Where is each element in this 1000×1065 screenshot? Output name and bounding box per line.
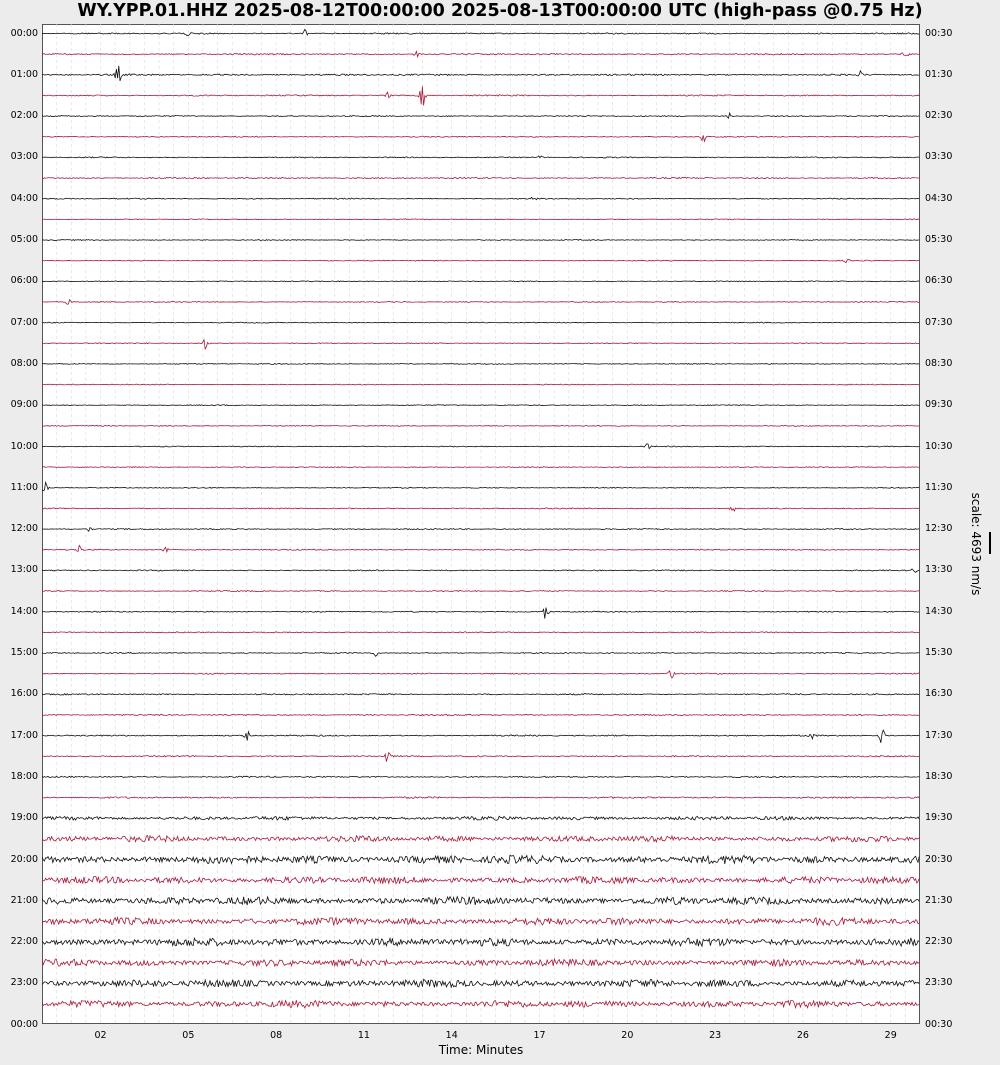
seismogram-traces [42,24,920,1024]
trace-19 [42,425,919,426]
left-time-label: 17:00 [10,729,38,741]
left-time-label: 01:00 [10,68,38,80]
left-time-label: 15:00 [10,647,38,658]
x-tick-label: 20 [621,1030,634,1041]
right-time-label: 03:30 [925,151,953,163]
trace-47 [42,1000,919,1008]
left-time-label: 16:00 [10,688,38,700]
left-time-label: 21:00 [10,894,38,906]
trace-18 [42,405,919,406]
trace-16 [42,363,919,364]
left-time-label: 14:00 [10,605,38,617]
right-time-label: 00:30 [925,1018,953,1030]
x-axis-label: Time: Minutes [438,1043,524,1057]
left-time-label: 02:00 [10,110,38,122]
right-time-label: 11:30 [925,481,953,493]
left-time-label: 12:00 [10,523,38,535]
right-time-label: 20:30 [925,853,953,865]
right-time-label: 14:30 [925,605,953,617]
trace-27 [42,590,919,591]
trace-32 [42,694,919,695]
right-time-label: 06:30 [925,275,953,287]
trace-17 [42,384,919,385]
left-time-label: 11:00 [10,481,38,493]
right-time-label: 07:30 [925,316,953,328]
right-time-label: 19:30 [925,812,953,824]
right-time-label: 22:30 [925,936,953,948]
trace-40 [42,855,919,864]
right-time-label: 16:30 [925,688,953,700]
x-tick-label: 29 [884,1030,897,1041]
x-tick-label: 14 [445,1030,458,1041]
chart-title: WY.YPP.01.HHZ 2025-08-12T00:00:00 2025-08-13T00:00:00 UTC (high-pass @0.75 Hz) [77,1,923,21]
right-time-label: 04:30 [925,192,953,204]
right-time-label: 18:30 [925,770,953,782]
left-time-label: 22:00 [10,936,38,948]
x-tick-label: 02 [94,1030,107,1041]
trace-12 [42,281,919,282]
left-time-label: 07:00 [10,316,38,328]
right-time-label: 23:30 [925,977,953,989]
right-time-label: 01:30 [925,68,953,80]
left-time-label: 04:00 [10,192,38,204]
left-time-label: 13:00 [10,564,38,576]
trace-21 [42,467,919,468]
left-time-label: 05:00 [10,234,38,245]
left-time-label: 10:00 [10,440,38,452]
left-time-label: 23:00 [10,977,38,989]
right-time-label: 15:30 [925,647,953,658]
left-time-label: 08:00 [10,357,38,369]
left-time-label: 00:00 [10,27,38,39]
left-time-label: 19:00 [10,812,38,824]
right-time-label: 13:30 [925,564,953,576]
trace-14 [42,322,919,323]
trace-7 [42,177,919,178]
right-time-label: 17:30 [925,729,953,741]
right-time-label: 21:30 [925,894,953,906]
x-tick-label: 08 [270,1030,283,1041]
right-time-label: 10:30 [925,440,953,452]
right-time-label: 12:30 [925,523,953,535]
scale-bar [989,532,991,554]
x-tick-label: 11 [357,1030,370,1041]
x-tick-label: 17 [533,1030,546,1041]
left-time-label: 18:00 [10,770,38,782]
left-time-label: 09:00 [10,399,38,411]
left-time-label: 03:00 [10,151,38,163]
right-time-label: 05:30 [925,234,953,245]
left-time-label: 06:00 [10,275,38,287]
x-tick-label: 26 [796,1030,809,1041]
x-tick-label: 05 [182,1030,195,1041]
x-tick-label: 23 [709,1030,722,1041]
right-time-label: 08:30 [925,357,953,369]
right-time-label: 00:30 [925,27,953,39]
right-time-label: 02:30 [925,110,953,122]
scale-label: scale: 4693 nm/s [969,492,983,596]
left-time-label: 00:00 [10,1018,38,1030]
right-time-label: 09:30 [925,399,953,411]
left-time-label: 20:00 [10,853,38,865]
